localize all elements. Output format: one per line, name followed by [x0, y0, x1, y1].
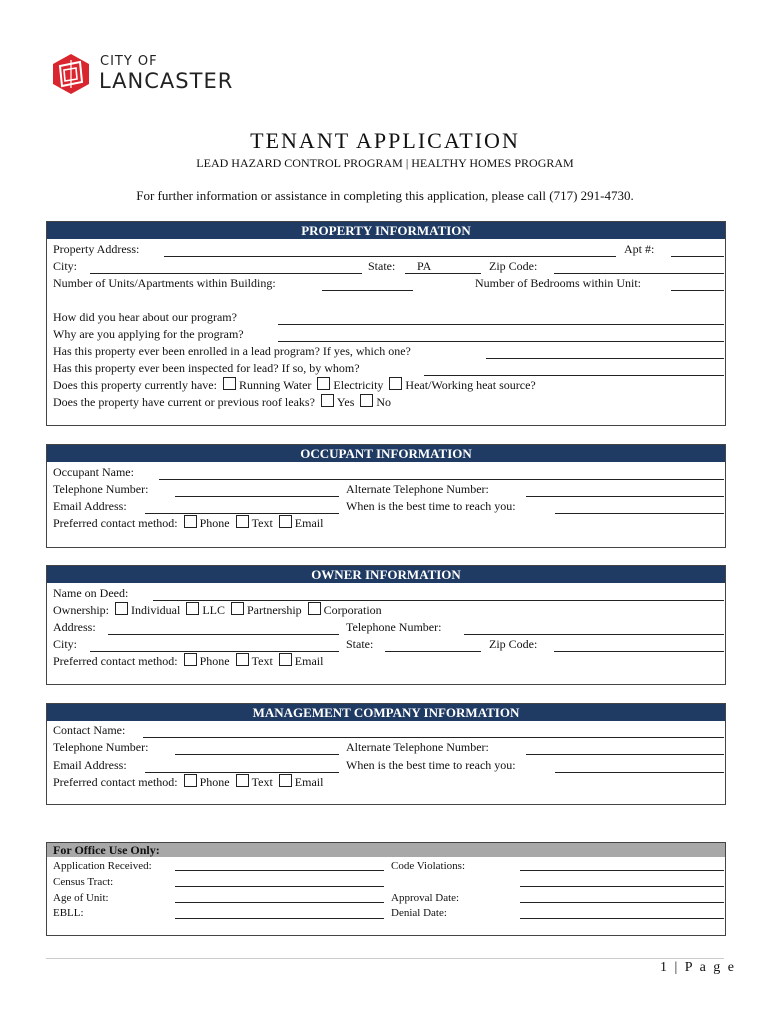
state-label: State: — [368, 259, 396, 273]
utilities-question: Does this property currently have: — [53, 378, 217, 392]
occupant-alt-phone-field[interactable] — [526, 496, 724, 497]
individual-label: Individual — [131, 603, 181, 617]
occupant-best-time-field[interactable] — [555, 513, 724, 514]
electricity-label: Electricity — [333, 378, 384, 392]
office-section — [46, 842, 726, 936]
enrolled-field[interactable] — [486, 358, 724, 359]
mgmt-alt-phone-label: Alternate Telephone Number: — [346, 740, 489, 754]
zip-label: Zip Code: — [489, 259, 538, 273]
occupant-phone-field[interactable] — [175, 496, 339, 497]
property-address-field[interactable] — [164, 256, 616, 257]
page-title: TENANT APPLICATION — [250, 128, 520, 153]
occupant-email-field[interactable] — [145, 513, 339, 514]
heat-checkbox[interactable] — [389, 377, 402, 390]
mgmt-contact-label: Preferred contact method: — [53, 775, 178, 789]
logo-line2: LANCASTER — [99, 69, 234, 93]
roof-question: Does the property have current or previous roof leaks? — [53, 395, 315, 409]
violations-label: Code Violations: — [391, 860, 465, 872]
corporation-checkbox[interactable] — [308, 602, 321, 615]
property-address-label: Property Address: — [53, 242, 140, 256]
occupant-alt-phone-label: Alternate Telephone Number: — [346, 482, 489, 496]
occupant-email-label: Email Address: — [53, 499, 127, 513]
hear-question: How did you hear about our program? — [53, 310, 237, 324]
owner-city-label: City: — [53, 637, 78, 651]
occupant-email-option: Email — [294, 516, 324, 530]
deed-name-field[interactable] — [153, 600, 724, 601]
owner-email-option: Email — [294, 654, 324, 668]
utilities-row — [53, 377, 536, 393]
why-field[interactable] — [278, 341, 724, 342]
owner-address-field[interactable] — [108, 634, 339, 635]
occupant-phone-option: Phone — [199, 516, 230, 530]
ownership-label: Ownership: — [53, 603, 109, 617]
logo-line1: CITY OF — [100, 54, 158, 69]
occupant-section-header: OCCUPANT INFORMATION — [47, 445, 725, 462]
owner-city-field[interactable] — [90, 651, 339, 652]
ebll-label: EBLL: — [53, 907, 84, 919]
individual-checkbox[interactable] — [115, 602, 128, 615]
running-water-checkbox[interactable] — [223, 377, 236, 390]
occupant-email-checkbox[interactable] — [279, 515, 292, 528]
owner-contact-row — [53, 653, 323, 669]
mgmt-email-field[interactable] — [145, 772, 339, 773]
mgmt-phone-checkbox[interactable] — [184, 774, 197, 787]
page-number: 1 | P a g e — [660, 960, 736, 975]
city-field[interactable] — [90, 273, 362, 274]
received-field[interactable] — [175, 870, 384, 871]
roof-yes-label: Yes — [336, 395, 355, 409]
mgmt-email-checkbox[interactable] — [279, 774, 292, 787]
denial-label: Denial Date: — [391, 907, 447, 919]
state-value: PA — [417, 259, 432, 273]
mgmt-contact-name-field[interactable] — [143, 737, 724, 738]
owner-state-label: State: — [346, 637, 374, 651]
ebll-field[interactable] — [175, 918, 384, 919]
apt-label: Apt #: — [624, 242, 655, 256]
contact-info-text: For further information or assistance in completing this application, please call (717) 291-4730. — [136, 188, 634, 203]
roof-yes-checkbox[interactable] — [321, 394, 334, 407]
received-label: Application Received: — [53, 860, 152, 872]
occupant-name-label: Occupant Name: — [53, 465, 134, 479]
management-section-header: MANAGEMENT COMPANY INFORMATION — [47, 704, 725, 721]
state-field[interactable] — [405, 273, 481, 274]
occupant-phone-checkbox[interactable] — [184, 515, 197, 528]
census-field[interactable] — [175, 886, 384, 887]
owner-text-option: Text — [251, 654, 273, 668]
inspected-question: Has this property ever been inspected for lead? If so, by whom? — [53, 361, 360, 375]
deed-name-label: Name on Deed: — [53, 586, 129, 600]
mgmt-contact-row — [53, 774, 323, 790]
age-field[interactable] — [175, 902, 384, 903]
mgmt-text-option: Text — [251, 775, 273, 789]
owner-text-checkbox[interactable] — [236, 653, 249, 666]
office-section-header: For Office Use Only: — [47, 843, 725, 857]
occupant-phone-label: Telephone Number: — [53, 482, 149, 496]
mgmt-text-checkbox[interactable] — [236, 774, 249, 787]
occupant-text-option: Text — [251, 516, 273, 530]
mgmt-email-label: Email Address: — [53, 758, 127, 772]
owner-address-label: Address: — [53, 620, 96, 634]
mgmt-alt-phone-field[interactable] — [526, 754, 724, 755]
llc-label: LLC — [202, 603, 225, 617]
city-logo-mark-icon — [50, 52, 92, 96]
owner-state-field[interactable] — [385, 651, 481, 652]
occupant-best-time-label: When is the best time to reach you: — [346, 499, 516, 513]
census-label: Census Tract: — [53, 876, 114, 888]
owner-contact-label: Preferred contact method: — [53, 654, 178, 668]
owner-phone-checkbox[interactable] — [184, 653, 197, 666]
running-water-label: Running Water — [238, 378, 312, 392]
occupant-contact-row — [53, 515, 323, 531]
city-label: City: — [53, 259, 78, 273]
owner-phone-field[interactable] — [464, 634, 724, 635]
page-subtitle: LEAD HAZARD CONTROL PROGRAM | HEALTHY HOMES PROGRAM — [196, 156, 574, 170]
mgmt-best-time-label: When is the best time to reach you: — [346, 758, 516, 772]
approval-label: Approval Date: — [391, 892, 460, 904]
why-question: Why are you applying for the program? — [53, 327, 244, 341]
mgmt-phone-field[interactable] — [175, 754, 339, 755]
mgmt-email-option: Email — [294, 775, 324, 789]
mgmt-phone-label: Telephone Number: — [53, 740, 149, 754]
owner-phone-label: Telephone Number: — [346, 620, 442, 634]
age-label: Age of Unit: — [53, 892, 109, 904]
owner-phone-option: Phone — [199, 654, 230, 668]
approval-field[interactable] — [520, 902, 724, 903]
occupant-name-field[interactable] — [159, 479, 724, 480]
city-logo — [50, 52, 250, 98]
llc-checkbox[interactable] — [186, 602, 199, 615]
occupant-text-checkbox[interactable] — [236, 515, 249, 528]
denial-field[interactable] — [520, 918, 724, 919]
hear-field[interactable] — [278, 324, 724, 325]
zip-field[interactable] — [554, 273, 724, 274]
mgmt-best-time-field[interactable] — [555, 772, 724, 773]
corporation-label: Corporation — [323, 603, 382, 617]
violations-field[interactable] — [520, 870, 724, 871]
apt-field[interactable] — [671, 256, 724, 257]
units-label: Number of Units/Apartments within Building: — [53, 276, 276, 290]
violations-field-2[interactable] — [520, 886, 724, 887]
units-field[interactable] — [322, 290, 413, 291]
footer-rule — [46, 958, 724, 959]
partnership-label: Partnership — [247, 603, 302, 617]
owner-email-checkbox[interactable] — [279, 653, 292, 666]
occupant-contact-label: Preferred contact method: — [53, 516, 178, 530]
bedrooms-field[interactable] — [671, 290, 724, 291]
partnership-checkbox[interactable] — [231, 602, 244, 615]
electricity-checkbox[interactable] — [317, 377, 330, 390]
heat-label: Heat/Working heat source? — [405, 378, 536, 392]
bedrooms-label: Number of Bedrooms within Unit: — [475, 276, 641, 290]
roof-no-checkbox[interactable] — [360, 394, 373, 407]
roof-no-label: No — [376, 395, 392, 409]
ownership-row — [53, 602, 382, 618]
owner-zip-field[interactable] — [554, 651, 724, 652]
mgmt-phone-option: Phone — [199, 775, 230, 789]
enrolled-question: Has this property ever been enrolled in a lead program? If yes, which one? — [53, 344, 411, 358]
mgmt-contact-name-label: Contact Name: — [53, 723, 126, 737]
owner-zip-label: Zip Code: — [489, 637, 538, 651]
inspected-field[interactable] — [424, 375, 724, 376]
roof-row — [53, 394, 391, 410]
owner-section-header: OWNER INFORMATION — [47, 566, 725, 583]
property-section-header: PROPERTY INFORMATION — [47, 222, 725, 239]
